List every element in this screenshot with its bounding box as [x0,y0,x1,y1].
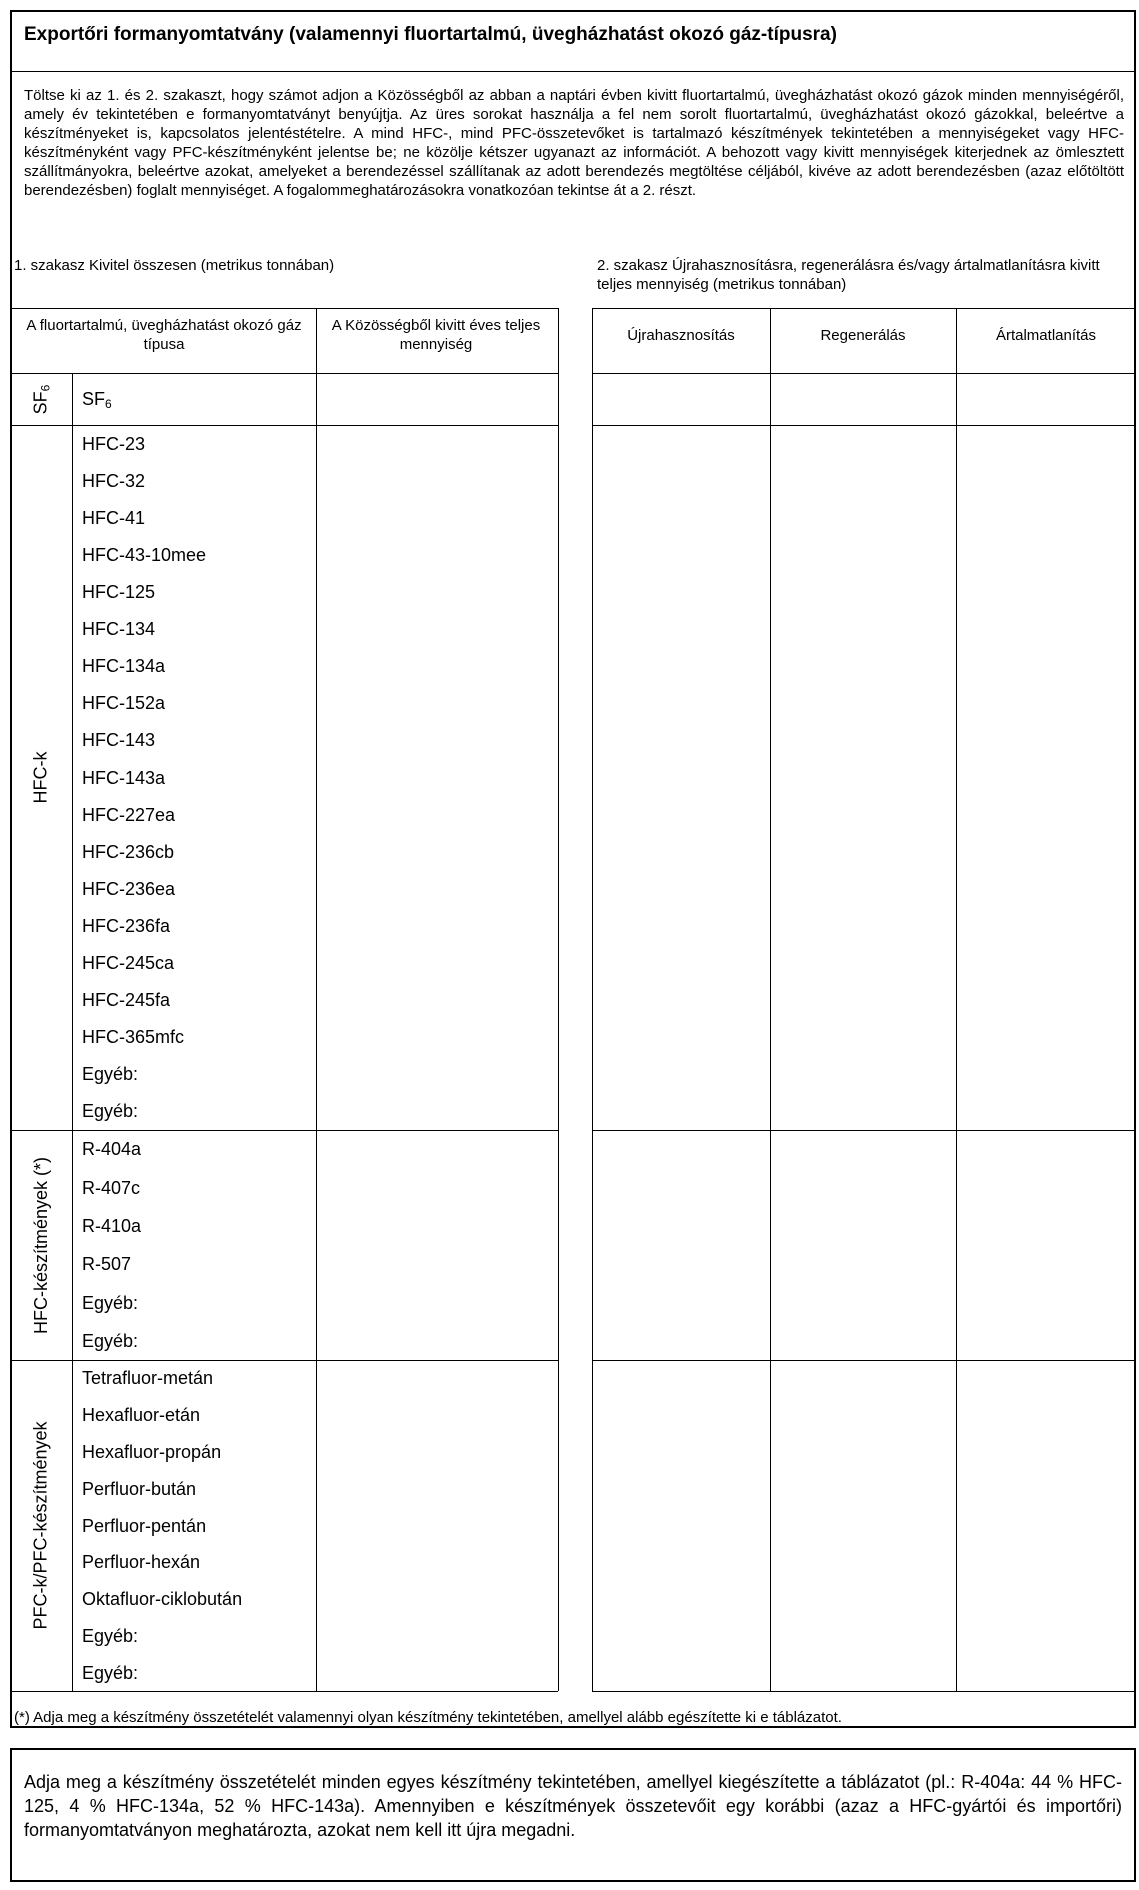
composition-note: Adja meg a készítmény összetételét minden egyes készítmény tekintetében, amellyel kiegészítette a táblázatot (pl.: R-404a: 44 % HFC-125, 4 % HFC-134a, 52 % HFC-143a). Amennyiben e készítmények összetevőit egy korábbi (azaz a HFC-gyártói és importőri) formanyomtatványon meghatározta, azokat nem kell itt újra megadni. [24,1772,1122,1840]
table-vline [316,308,317,1691]
header-regeneration: Regenerálás [820,327,906,344]
table-hline [592,1360,1136,1361]
gas-name: HFC-236fa [82,915,171,936]
gas-name: HFC-143 [82,730,156,751]
gas-name: R-507 [82,1254,132,1275]
gas-name: Egyéb: [82,1330,139,1351]
table-vline [592,308,593,1691]
form-title: Exportőri formanyomtatvány (valamennyi fluortartalmú, üvegházhatást okozó gáz-típusra) [24,24,837,45]
gas-name: HFC-134 [82,619,156,640]
group-label-hfc: HFC-k [30,751,51,804]
table-hline [592,425,1136,426]
section-1-heading: 1. szakasz Kivitel összesen (metrikus tonnában) [14,257,335,274]
header-disposal: Ártalmatlanítás [995,327,1097,344]
gas-name: HFC-227ea [82,804,176,825]
header-total-export: A Közösségből kivitt éves teljes mennyiség [331,317,541,353]
gas-name: HFC-236ea [82,878,176,899]
gas-name: Egyéb: [82,1064,139,1085]
gas-name: HFC-134a [82,656,166,677]
table-hline [10,1360,558,1361]
instructions: Töltse ki az 1. és 2. szakaszt, hogy számot adjon a Közösségből az abban a naptári évben kivitt fluortartalmú, üvegházhatást okozó gázok minden mennyiségéről, amely év tekintetében e formanyomtatványt benyújtja. Az üres sorokat használja a fel nem sorolt fluortartalmú, üvegházhatást okozó gázokkal, beleértve a készítményeket is, kapcsolatos jelentéstételre. A mind HFC-, mind PFC-összetevőket is tartalmazó készítmények tekintetében a mennyiségeket vagy HFC-készítményként vagy PFC-készítményként jelentse be; ne közölje kétszer ugyanazt az információt. A behozott vagy kivitt mennyiségek kiterjednek az ömlesztett szállítmányokra, beleértve azokat, amelyeket a berendezéssel szállítanak az adott berendezés megtöltése céljából, kivéve az adott berendezésben (azaz előtöltött berendezésben) foglalt mennyiséget. A fogalommeghatározásokra vonatkozóan tekintse át a 2. részt. [24,87,1124,199]
gas-name: Egyéb: [82,1101,139,1122]
gas-name: Hexafluor-propán [82,1441,222,1462]
gas-name: HFC-32 [82,470,146,491]
gas-name: R-404a [82,1139,142,1160]
gas-name: R-410a [82,1215,142,1236]
gas-name: Tetrafluor-metán [82,1368,214,1389]
gas-name: HFC-245ca [82,953,175,974]
group-label-sf6: $SF_6$ [30,384,53,414]
composition-note-box [10,1748,1136,1882]
table-hline [10,308,558,309]
gas-name: HFC-236cb [82,841,175,862]
gas-name: Egyéb: [82,1292,139,1313]
table-hline [10,373,558,374]
gas-name: $SF_6$ [82,389,112,411]
table-hline [10,1691,558,1692]
table-hline [10,1130,558,1131]
footnote: (*) Adja meg a készítmény összetételét valamennyi olyan készítmény tekintetében, amellyel alább egészítette ki e táblázatot. [14,1709,842,1726]
table-vline [72,373,73,1691]
header-recycling: Újrahasznosítás [627,327,735,344]
group-pfc [10,1360,72,1691]
gas-name: HFC-23 [82,433,146,454]
group-label-hfc-preparations: HFC-készítmények (*) [30,1156,51,1334]
gas-name: R-407c [82,1177,141,1198]
title-row [10,10,1136,72]
table-vline [558,308,559,1691]
table-hline [592,308,1136,309]
group-label-pfc: PFC-k/PFC-készítmények [30,1421,51,1630]
gas-name: Perfluor-pentán [82,1515,207,1536]
table-hline [592,373,1136,374]
gas-name: Perfluor-hexán [82,1552,201,1573]
gas-name: Perfluor-bután [82,1478,197,1499]
header-gas-type: A fluortartalmú, üvegházhatást okozó gáz típusa [26,317,302,353]
group-sf6 [10,373,72,425]
table-vline [956,308,957,1691]
gas-name: HFC-143a [82,767,166,788]
gas-name: HFC-125 [82,581,156,602]
gas-name: HFC-245fa [82,990,171,1011]
gas-name: Hexafluor-etán [82,1405,201,1426]
gas-name: Oktafluor-ciklobután [82,1589,243,1610]
gas-name: Egyéb: [82,1662,139,1683]
gas-name: HFC-365mfc [82,1027,185,1048]
gas-name: Egyéb: [82,1625,139,1646]
table-hline [592,1691,1136,1692]
gas-name: HFC-43-10mee [82,544,207,565]
group-hfc-prep [10,1130,72,1360]
table-hline [592,1130,1136,1131]
table-vline [770,308,771,1691]
group-hfc [10,425,72,1130]
section-2-heading: 2. szakasz Újrahasznosításra, regenerálásra és/vagy ártalmatlanításra kivitt teljes mennyiség (metrikus tonnában) [597,257,1100,293]
gas-name: HFC-152a [82,693,166,714]
table-hline [10,425,558,426]
gas-name: HFC-41 [82,507,146,528]
